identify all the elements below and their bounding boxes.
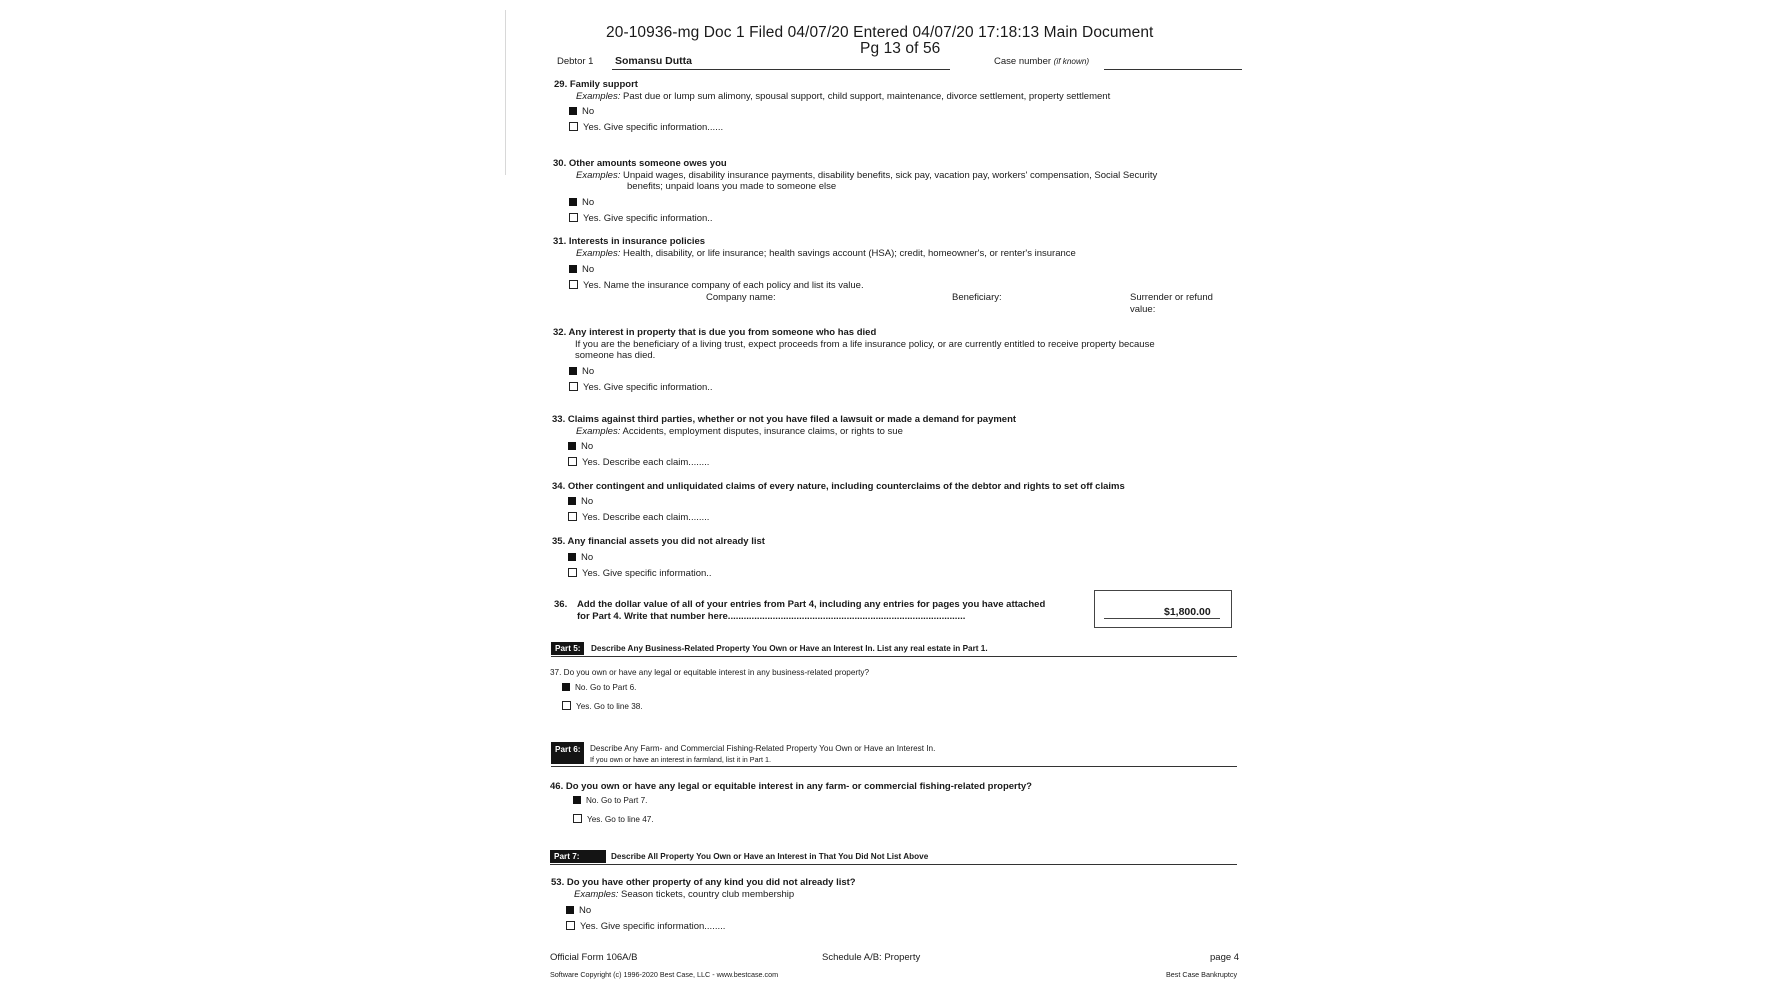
checked-box-icon <box>568 497 576 505</box>
footer-schedule: Schedule A/B: Property <box>822 952 921 963</box>
q33-examples: Examples: Accidents, employment disputes, insurance claims, or rights to sue <box>576 426 903 437</box>
q37-heading: 37. Do you own or have any legal or equitable interest in any business-related property? <box>550 668 870 677</box>
q33-heading: 33. Claims against third parties, whether or not you have filed a lawsuit or made a demand for payment <box>552 414 1017 425</box>
checked-box-icon <box>568 553 576 561</box>
q37-yes-option[interactable]: Yes. Go to line 38. <box>562 701 643 711</box>
checked-box-icon <box>573 796 581 804</box>
q30-heading: 30. Other amounts someone owes you <box>553 158 727 169</box>
q31-no-option[interactable]: No <box>569 264 594 275</box>
q36-text-cont: for Part 4. Write that number here.......................................................................................... <box>577 611 966 622</box>
part4-total-value: $1,800.00 <box>1164 606 1211 618</box>
debtor-name: Somansu Dutta <box>615 55 693 67</box>
part6-rule <box>551 766 1237 767</box>
checked-box-icon <box>569 367 577 375</box>
q32-no-option[interactable]: No <box>569 366 594 377</box>
debtor-name-underline <box>612 69 950 70</box>
unchecked-box-icon <box>568 457 577 466</box>
q31-value-column: value: <box>1130 304 1156 315</box>
part7-tag: Part 7: <box>550 850 606 863</box>
q30-examples-cont: benefits; unpaid loans you made to someone else <box>627 181 837 192</box>
q31-yes-option[interactable]: Yes. Name the insurance company of each policy and list its value. <box>569 280 864 291</box>
part4-total-underline <box>1104 618 1220 619</box>
q46-yes-option[interactable]: Yes. Go to line 47. <box>573 814 654 824</box>
q32-description-cont: someone has died. <box>575 350 656 361</box>
page-count: Pg 13 of 56 <box>860 40 941 57</box>
unchecked-box-icon <box>569 122 578 131</box>
checked-box-icon <box>569 198 577 206</box>
unchecked-box-icon <box>569 213 578 222</box>
q30-examples: Examples: Unpaid wages, disability insurance payments, disability benefits, sick pay, vacation pay, workers' compensation, Social Security <box>576 170 1158 181</box>
part7-title: Describe All Property You Own or Have an Interest in That You Did Not List Above <box>611 852 929 861</box>
checked-box-icon <box>562 683 570 691</box>
q36-text: Add the dollar value of all of your entries from Part 4, including any entries for pages you have attached <box>577 599 1046 610</box>
q53-no-option[interactable]: No <box>566 905 591 916</box>
unchecked-box-icon <box>568 512 577 521</box>
unchecked-box-icon <box>566 921 575 930</box>
case-number-label: Case number (if known) <box>994 56 1090 67</box>
checked-box-icon <box>568 442 576 450</box>
debtor-label: Debtor 1 <box>557 56 594 67</box>
q32-yes-option[interactable]: Yes. Give specific information.. <box>569 382 713 393</box>
q32-description: If you are the beneficiary of a living trust, expect proceeds from a life insurance policy, or are currently entitled to receive property because <box>575 339 1155 350</box>
case-header: 20-10936-mg Doc 1 Filed 04/07/20 Entered 04/07/20 17:18:13 Main Document <box>606 24 1154 41</box>
q29-examples: Examples: Past due or lump sum alimony, spousal support, child support, maintenance, divorce settlement, property settlement <box>576 91 1111 102</box>
q53-yes-option[interactable]: Yes. Give specific information........ <box>566 921 725 932</box>
page-edge-line <box>505 10 506 175</box>
q31-surrender-column: Surrender or refund <box>1130 292 1213 303</box>
q35-heading: 35. Any financial assets you did not already list <box>552 536 765 547</box>
q53-examples: Examples: Season tickets, country club membership <box>574 889 795 900</box>
q34-no-option[interactable]: No <box>568 496 593 507</box>
q30-yes-option[interactable]: Yes. Give specific information.. <box>569 213 713 224</box>
q31-examples: Examples: Health, disability, or life insurance; health savings account (HSA); credit, homeowner's, or renter's insurance <box>576 248 1076 259</box>
q53-heading: 53. Do you have other property of any kind you did not already list? <box>551 877 856 888</box>
footer-vendor: Best Case Bankruptcy <box>1166 970 1238 979</box>
q29-yes-option[interactable]: Yes. Give specific information...... <box>569 122 723 133</box>
unchecked-box-icon <box>569 280 578 289</box>
q34-yes-option[interactable]: Yes. Describe each claim........ <box>568 512 709 523</box>
footer-copyright: Software Copyright (c) 1996-2020 Best Case, LLC - www.bestcase.com <box>550 970 779 979</box>
q33-no-option[interactable]: No <box>568 441 593 452</box>
part5-title: Describe Any Business-Related Property You Own or Have an Interest In. List any real estate in Part 1. <box>591 644 988 653</box>
q35-no-option[interactable]: No <box>568 552 593 563</box>
q31-beneficiary-column: Beneficiary: <box>952 292 1002 303</box>
footer-form-name: Official Form 106A/B <box>550 952 638 963</box>
q46-no-option[interactable]: No. Go to Part 7. <box>573 796 647 805</box>
footer-page-number: page 4 <box>1210 952 1240 963</box>
checked-box-icon <box>569 107 577 115</box>
q30-no-option[interactable]: No <box>569 197 594 208</box>
checked-box-icon <box>569 265 577 273</box>
part6-subtitle: If you own or have an interest in farmland, list it in Part 1. <box>590 755 771 764</box>
part4-total-box <box>1094 590 1232 628</box>
q31-company-column: Company name: <box>706 292 776 303</box>
part6-title: Describe Any Farm- and Commercial Fishing-Related Property You Own or Have an Interest In. <box>590 744 936 753</box>
part7-rule <box>550 864 1237 865</box>
q46-heading: 46. Do you own or have any legal or equitable interest in any farm- or commercial fishing-related property? <box>550 781 1032 792</box>
q37-no-option[interactable]: No. Go to Part 6. <box>562 683 636 692</box>
q34-heading: 34. Other contingent and unliquidated claims of every nature, including counterclaims of the debtor and rights to set off claims <box>552 481 1125 492</box>
q33-yes-option[interactable]: Yes. Describe each claim........ <box>568 457 709 468</box>
q32-heading: 32. Any interest in property that is due you from someone who has died <box>553 327 877 338</box>
part5-tag: Part 5: <box>551 642 584 655</box>
unchecked-box-icon <box>568 568 577 577</box>
unchecked-box-icon <box>573 814 582 823</box>
unchecked-box-icon <box>562 701 571 710</box>
unchecked-box-icon <box>569 382 578 391</box>
part5-rule <box>551 656 1237 657</box>
part6-tag: Part 6: <box>551 742 584 764</box>
q29-no-option[interactable]: No <box>569 106 594 117</box>
q36-number: 36. <box>554 599 568 610</box>
q29-heading: 29. Family support <box>554 79 638 90</box>
case-number-underline <box>1104 69 1242 70</box>
q31-heading: 31. Interests in insurance policies <box>553 236 706 247</box>
q35-yes-option[interactable]: Yes. Give specific information.. <box>568 568 712 579</box>
checked-box-icon <box>566 906 574 914</box>
